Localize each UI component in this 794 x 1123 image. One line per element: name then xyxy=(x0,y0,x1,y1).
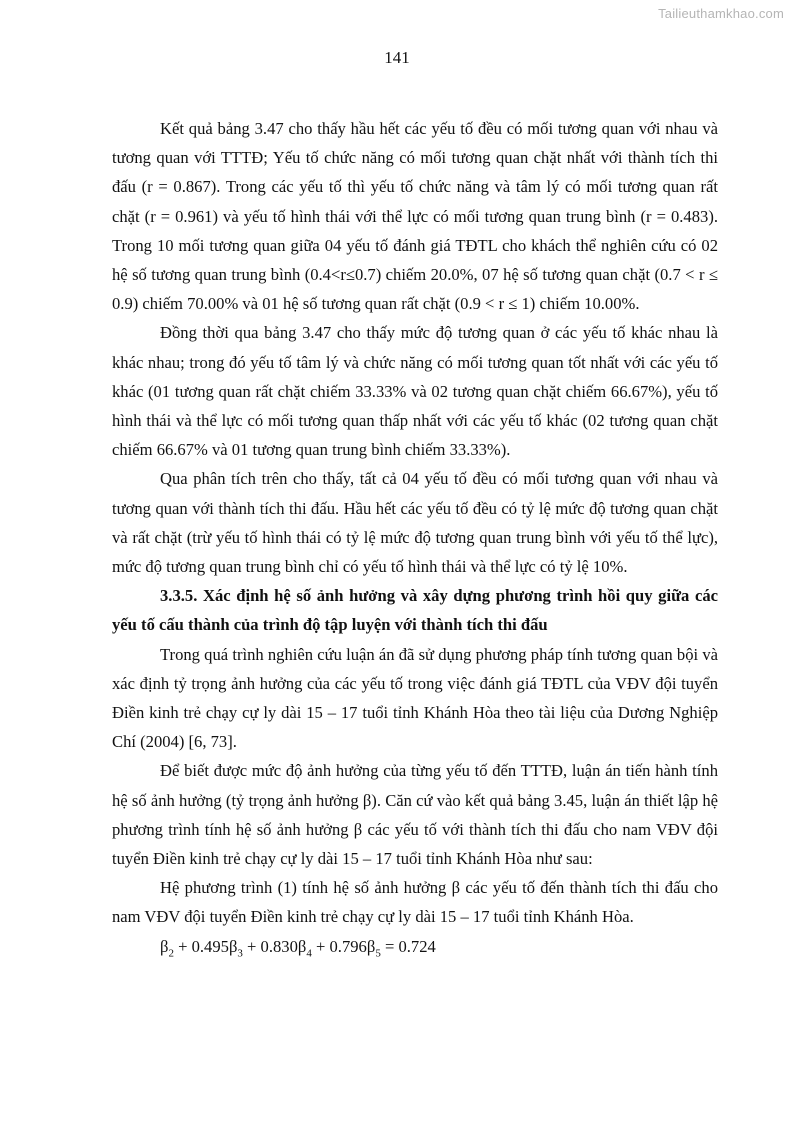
equation-term: + 0.495 xyxy=(173,936,229,956)
subscript: 5 xyxy=(375,947,381,959)
beta-symbol: β xyxy=(160,936,169,956)
beta-symbol: β xyxy=(228,936,238,956)
paragraph-equation-intro: Hệ phương trình (1) tính hệ số ảnh hưởng β các yếu tố đến thành tích thi đấu cho nam VĐV đội tuyển Điền kinh trẻ chạy cự ly dài 15 – 17 tuổi tỉnh Khánh Hòa. xyxy=(112,878,718,927)
section-heading: 3.3.5. Xác định hệ số ảnh hưởng và xây dựng phương trình hồi quy giữa các yếu tố cấu thành của trình độ tập luyện với thành tích thi đấu xyxy=(112,586,718,635)
watermark: Tailieuthamkhao.com xyxy=(658,6,784,21)
regression-equation xyxy=(112,932,718,961)
paragraph-method: Trong quá trình nghiên cứu luận án đã sử dụng phương pháp tính tương quan bội và xác định tỷ trọng ảnh hưởng của các yếu tố trong việc đánh giá TĐTL của VĐV đội tuyển Điền kinh trẻ chạy cự ly dài 15 – 17 tuổi tỉnh Khánh Hòa theo tài liệu của Dương Nghiệp Chí (2004) [6, 73]. xyxy=(112,644,718,752)
beta-symbol: β xyxy=(297,936,307,956)
paragraph-analysis-conclusion: Qua phân tích trên cho thấy, tất cả 04 yếu tố đều có mối tương quan với nhau và tương quan với thành tích thi đấu. Hầu hết các yếu tố đều có tỷ lệ mức độ tương quan chặt và rất chặt (trừ yếu tố hình thái có tỷ lệ mức độ tương quan trung bình với yếu tố thể lực), mức độ tương quan trung bình chỉ có yếu tố hình thái và thể lực có tỷ lệ 10%. xyxy=(112,469,718,577)
page-number: 141 xyxy=(384,48,410,67)
subscript: 3 xyxy=(237,947,243,959)
paragraph-correlation-levels: Đồng thời qua bảng 3.47 cho thấy mức độ tương quan ở các yếu tố khác nhau là khác nhau; trong đó yếu tố tâm lý và chức năng có mối tương quan tốt nhất với các yếu tố khác (01 tương quan rất chặt chiếm 33.33% và 02 tương quan chặt chiếm 66.67%), yếu tố hình thái và thể lực có mối tương quan thấp nhất với các yếu tố khác (02 tương quan chặt chiếm 66.67% và 01 tương quan trung bình chiếm 33.33%). xyxy=(112,323,718,460)
equation-term: + 0.796 xyxy=(311,936,367,956)
beta-symbol: β xyxy=(366,936,376,956)
equation-result: = 0.724 xyxy=(380,936,436,956)
paragraph-influence-coefficient: Để biết được mức độ ảnh hưởng của từng yếu tố đến TTTĐ, luận án tiến hành tính hệ số ảnh hưởng (tỷ trọng ảnh hưởng β). Căn cứ vào kết quả bảng 3.45, luận án thiết lập hệ phương trình tính hệ số ảnh hưởng β các yếu tố với thành tích thi đấu cho nam VĐV đội tuyển Điền kinh trẻ chạy cự ly dài 15 – 17 tuổi tỉnh Khánh Hòa như sau: xyxy=(112,761,718,869)
subscript: 2 xyxy=(168,947,174,959)
document-body xyxy=(112,114,718,961)
equation-term: + 0.830 xyxy=(242,936,298,956)
subscript: 4 xyxy=(306,947,312,959)
paragraph-correlation-summary: Kết quả bảng 3.47 cho thấy hầu hết các yếu tố đều có mối tương quan với nhau và tương quan với TTTĐ; Yếu tố chức năng có mối tương quan chặt nhất với thành tích thi đấu (r = 0.867). Trong các yếu tố thì yếu tố chức năng và tâm lý có mối tương quan rất chặt (r = 0.961) và yếu tố hình thái với thể lực có mối tương quan trung bình (r = 0.483). Trong 10 mối tương quan giữa 04 yếu tố đánh giá TĐTL cho khách thể nghiên cứu có 02 hệ số tương quan trung bình (0.4<r≤0.7) chiếm 20.0%, 07 hệ số tương quan chặt (0.7 < r ≤ 0.9) chiếm 70.00% và 01 hệ số tương quan rất chặt (0.9 < r ≤ 1) chiếm 10.00%. xyxy=(112,119,718,314)
